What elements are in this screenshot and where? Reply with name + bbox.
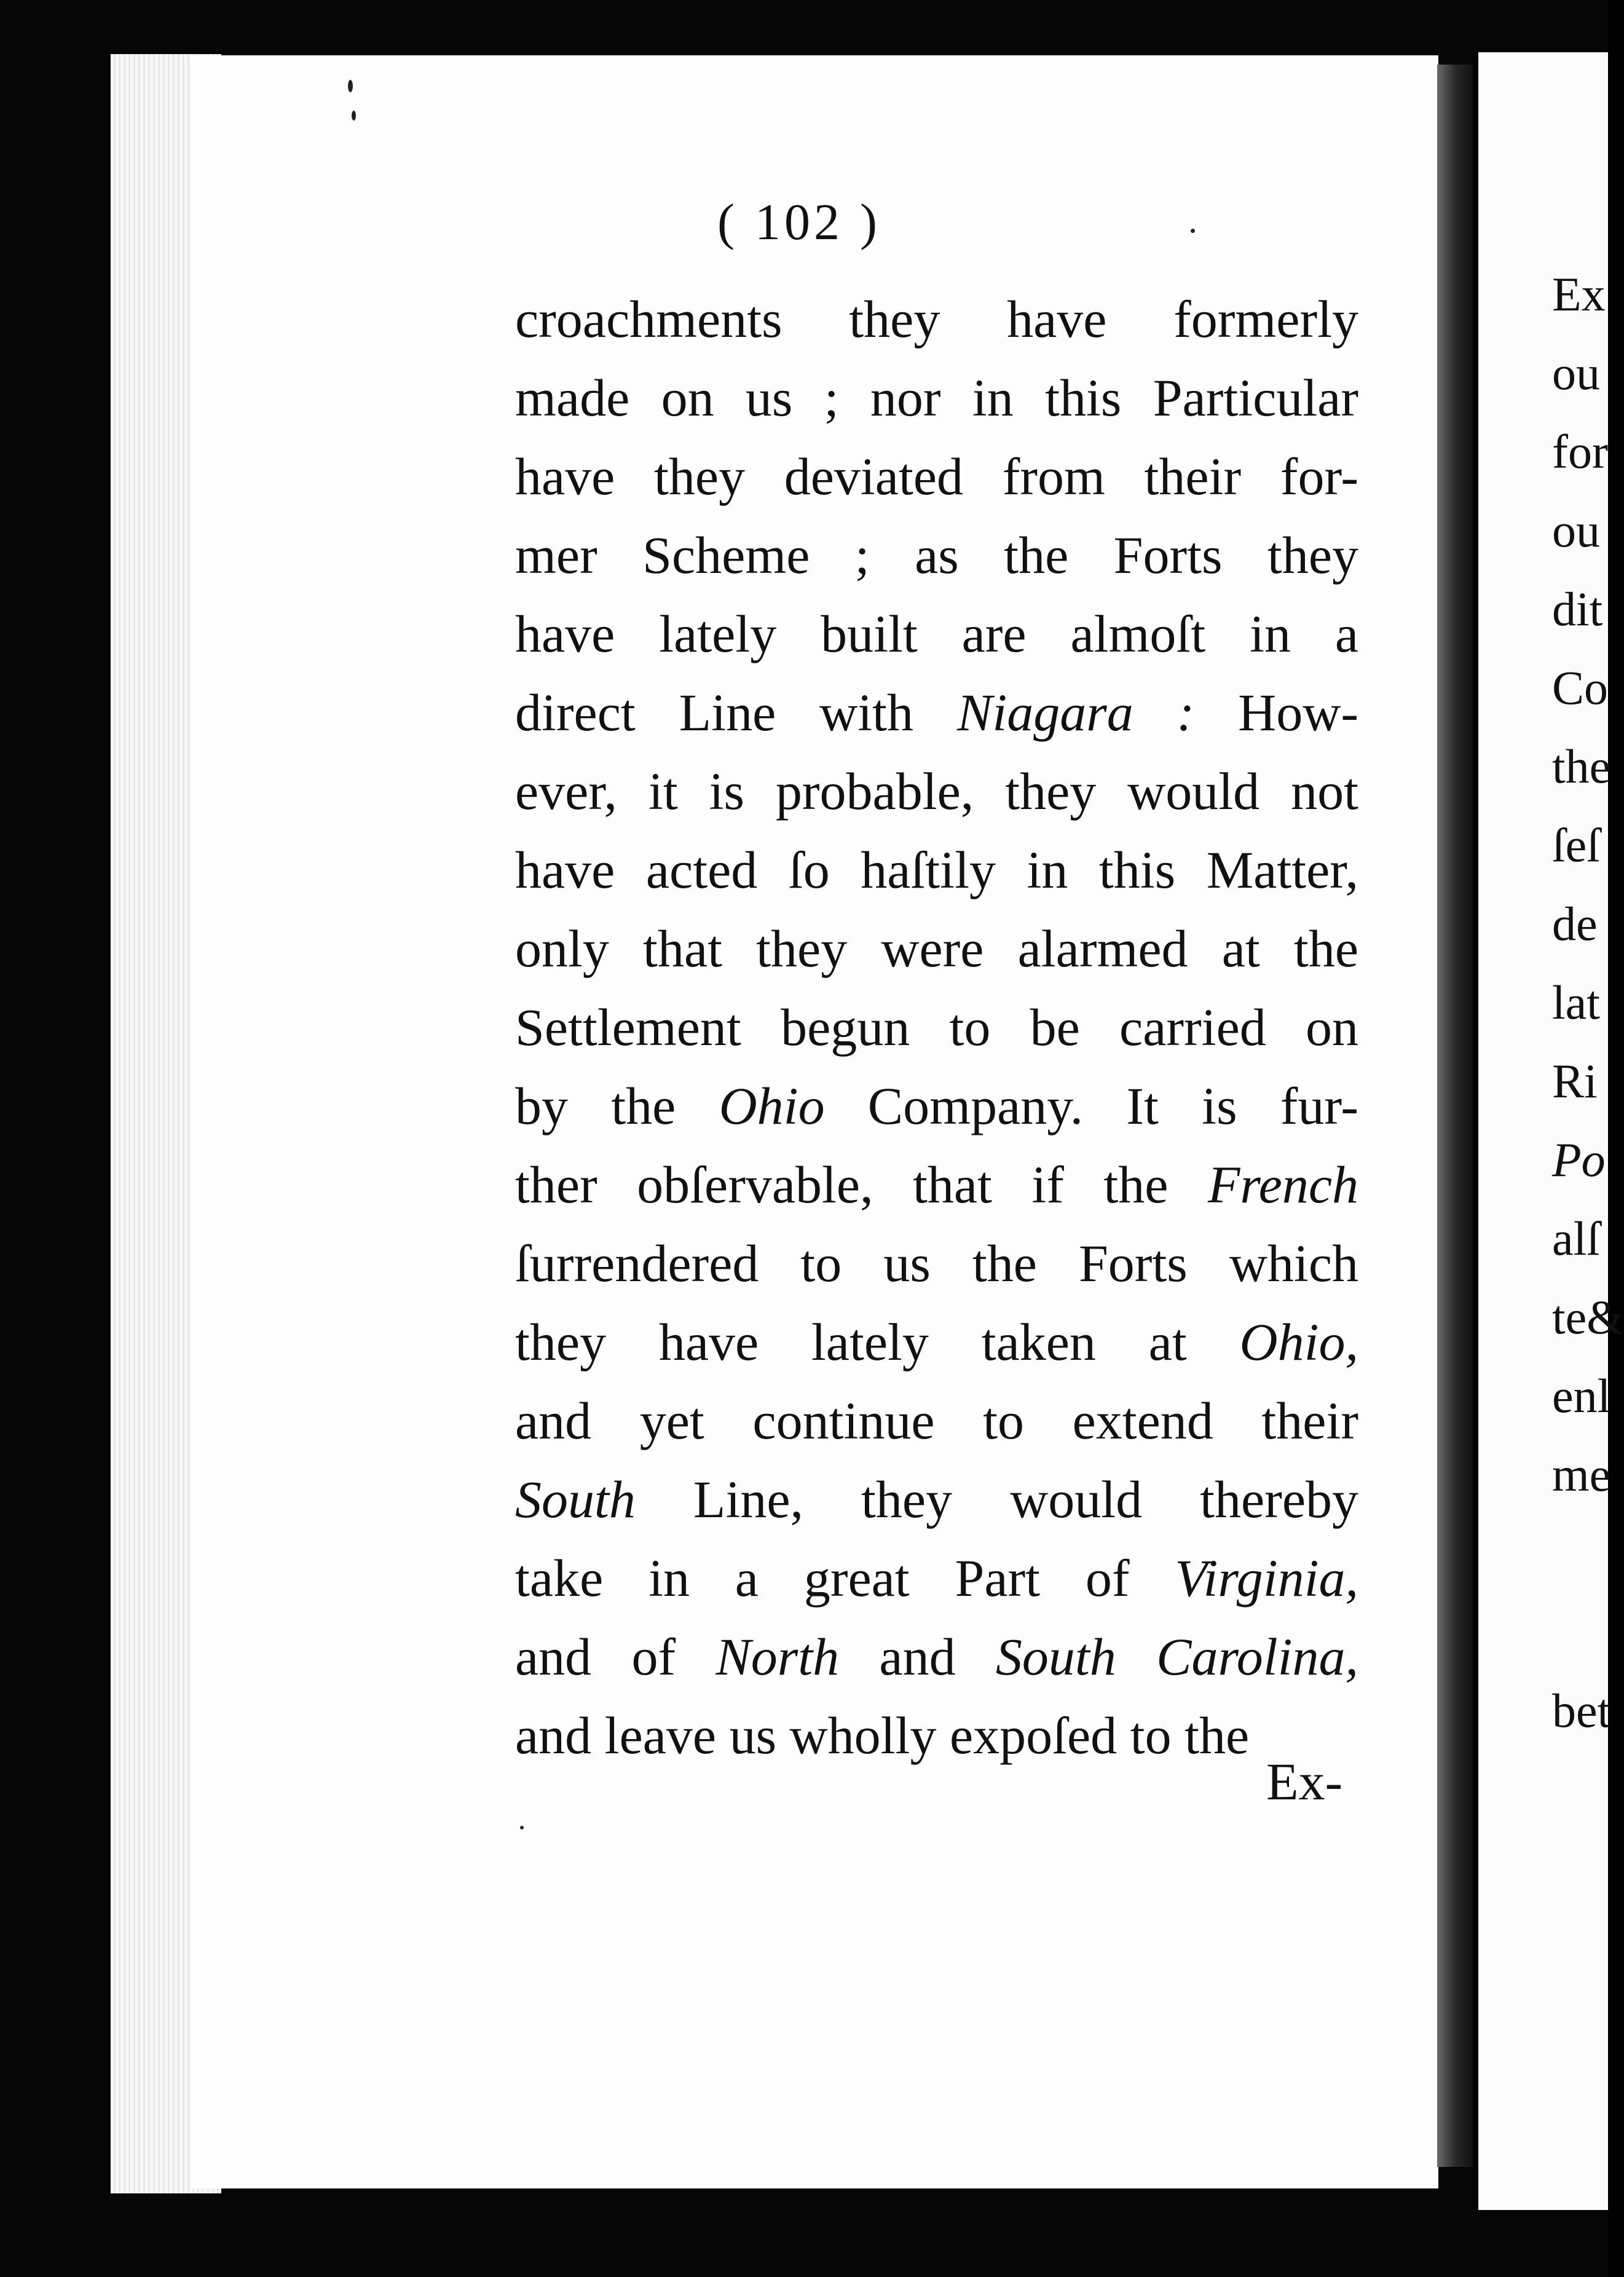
text-segment: have they deviated from their for- [515, 447, 1358, 506]
text-line [515, 1145, 1358, 1224]
gutter-shadow [1437, 65, 1473, 2167]
ink-speck [520, 1826, 524, 1829]
facing-page-line: ſeſ [1552, 818, 1600, 872]
text-segment: Virginia, [1175, 1549, 1358, 1608]
text-line [515, 1617, 1358, 1696]
text-segment: North [715, 1627, 840, 1686]
ink-speck [1191, 229, 1195, 233]
text-segment: by the [515, 1076, 719, 1135]
text-segment: Company. It is fur- [824, 1076, 1358, 1135]
facing-page-line: Ri [1552, 1054, 1598, 1108]
text-segment: take in a great Part of [515, 1549, 1175, 1608]
text-segment: French [1207, 1155, 1358, 1214]
text-line [515, 673, 1358, 752]
text-segment: and yet continue to extend their [515, 1391, 1358, 1450]
text-segment: How- [1194, 683, 1358, 742]
text-line [515, 358, 1358, 437]
facing-page-line: ou [1552, 346, 1600, 400]
facing-page-line: lat [1552, 976, 1600, 1029]
text-line [515, 1539, 1358, 1617]
ink-speck [348, 80, 353, 92]
facing-page-line: Po [1552, 1133, 1606, 1186]
text-line [515, 280, 1358, 358]
facing-page-line: Ex [1552, 267, 1606, 321]
text-line [515, 437, 1358, 516]
facing-page-line: the [1552, 740, 1611, 793]
text-segment: Ohio [719, 1076, 825, 1135]
text-segment: have lately built are almoſt in a [515, 604, 1358, 663]
text-segment: Line, they would thereby [635, 1470, 1358, 1529]
text-segment: croachments they have formerly [515, 290, 1358, 349]
text-segment: Settlement begun to be carried on [515, 998, 1358, 1057]
text-line [515, 988, 1358, 1067]
text-segment: direct Line with [515, 683, 957, 742]
facing-page-line: bet [1552, 1684, 1611, 1737]
text-segment: ever, it is probable, they would not [515, 762, 1358, 821]
facing-page-line: dit [1552, 582, 1603, 636]
text-segment: South [515, 1470, 636, 1529]
text-segment: ſurrendered to us the Forts which [515, 1234, 1358, 1293]
text-segment: and leave us wholly expoſed to the [515, 1706, 1250, 1765]
facing-page-line: enl [1552, 1369, 1611, 1423]
text-segment: Ohio, [1239, 1312, 1358, 1371]
text-segment: Niagara : [956, 683, 1195, 742]
text-segment: and of [515, 1627, 716, 1686]
facing-page-line: ou [1552, 503, 1600, 557]
ink-speck [352, 111, 356, 120]
facing-page-line: de [1552, 897, 1598, 950]
text-segment: they have lately taken at [515, 1312, 1240, 1371]
text-line [515, 516, 1358, 594]
text-segment: and [839, 1627, 996, 1686]
text-segment: mer Scheme ; as the Forts they [515, 526, 1358, 585]
text-line [515, 752, 1358, 831]
text-segment: only that they were alarmed at the [515, 919, 1358, 978]
text-line [515, 1696, 1358, 1775]
text-segment: made on us ; nor in this Particular [515, 368, 1358, 427]
text-segment: ther obſervable, that if the [515, 1155, 1208, 1214]
text-line [515, 909, 1358, 988]
text-line [515, 1460, 1358, 1539]
text-line [515, 831, 1358, 909]
text-line [515, 1067, 1358, 1145]
facing-page [1478, 52, 1624, 2210]
text-segment: have acted ſo haſtily in this Matter, [515, 840, 1358, 899]
facing-page-line: me [1552, 1448, 1611, 1501]
text-line [515, 594, 1358, 673]
text-line [515, 1224, 1358, 1303]
catchword: Ex- [1266, 1752, 1343, 1811]
facing-page-line: te& [1552, 1290, 1624, 1344]
page-body-text [515, 280, 1358, 1775]
page-number-heading: ( 102 ) [717, 194, 881, 251]
text-segment: South Carolina, [995, 1627, 1359, 1686]
text-line [515, 1303, 1358, 1381]
text-line [515, 1381, 1358, 1460]
facing-page-line: alſ [1552, 1212, 1600, 1265]
facing-page-line: for [1552, 425, 1608, 478]
facing-page-line: Co [1552, 661, 1609, 714]
